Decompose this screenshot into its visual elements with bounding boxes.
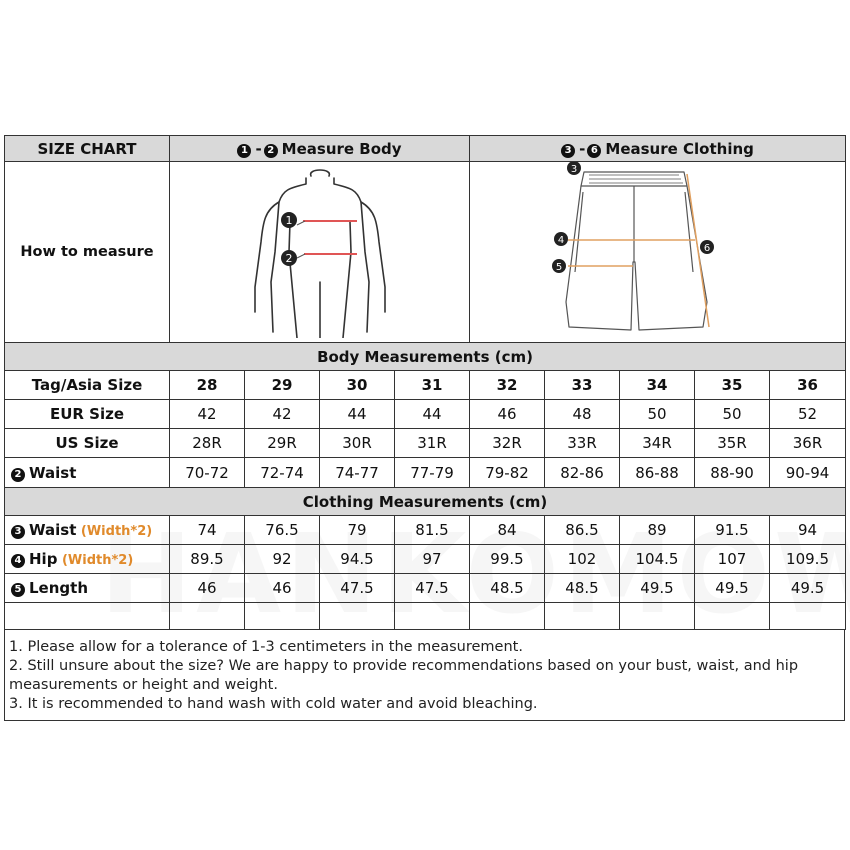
body-mark-1 — [281, 212, 297, 228]
value-cell: 33R — [545, 429, 620, 458]
clothing-row — [5, 574, 846, 603]
value-cell: 76.5 — [245, 516, 320, 545]
value-cell: 92 — [245, 545, 320, 574]
value-cell: 36R — [770, 429, 846, 458]
value-cell: 84 — [470, 516, 545, 545]
value-cell: 44 — [320, 400, 395, 429]
value-cell: 35R — [695, 429, 770, 458]
svg-text:5: 5 — [555, 262, 563, 273]
empty-cell — [395, 603, 470, 630]
empty-cell — [770, 603, 846, 630]
body-row — [5, 400, 846, 429]
value-cell: 52 — [770, 400, 846, 429]
svg-text:2: 2 — [285, 252, 292, 265]
value-cell: 46 — [170, 574, 245, 603]
value-cell: 74-77 — [320, 458, 395, 488]
mark-3-icon: 3 — [11, 525, 25, 539]
body-mark-2 — [281, 250, 297, 266]
row-label — [5, 574, 170, 603]
value-cell: 49.5 — [770, 574, 846, 603]
empty-cell — [170, 603, 245, 630]
value-cell: 49.5 — [695, 574, 770, 603]
shorts-mark-6 — [700, 240, 714, 254]
mark-2-icon: 2 — [11, 468, 25, 482]
value-cell: 46 — [245, 574, 320, 603]
empty-cell — [5, 603, 170, 630]
value-cell: 47.5 — [395, 574, 470, 603]
empty-cell — [245, 603, 320, 630]
note-2: 2. Still unsure about the size? We are happy to provide recommendations based on your bust, waist, and hip measurements or height and weight. — [9, 658, 799, 693]
value-cell: 32 — [470, 371, 545, 400]
mark-3-icon: 3 — [561, 144, 575, 158]
row-label-text: Hip — [29, 550, 58, 568]
shorts-mark-5 — [552, 259, 566, 273]
value-cell: 31R — [395, 429, 470, 458]
clothing-row — [5, 516, 846, 545]
value-cell: 99.5 — [470, 545, 545, 574]
svg-text:4: 4 — [557, 235, 565, 246]
value-cell: 33 — [545, 371, 620, 400]
value-cell: 30 — [320, 371, 395, 400]
value-cell: 44 — [395, 400, 470, 429]
shorts-mark-3 — [567, 162, 581, 175]
measure-body-header — [170, 136, 470, 162]
row-label-text: Length — [29, 579, 88, 597]
value-cell: 79 — [320, 516, 395, 545]
value-cell: 79-82 — [470, 458, 545, 488]
value-cell: 29 — [245, 371, 320, 400]
value-cell: 49.5 — [620, 574, 695, 603]
width-hint: (Width*2) — [76, 524, 153, 539]
row-label: Tag/Asia Size — [5, 371, 170, 400]
value-cell: 77-79 — [395, 458, 470, 488]
mark-5-icon: 5 — [11, 583, 25, 597]
value-cell: 81.5 — [395, 516, 470, 545]
how-to-measure-label: How to measure — [5, 162, 170, 343]
width-hint: (Width*2) — [57, 553, 134, 568]
body-figure — [171, 162, 469, 338]
measure-clothing-header — [470, 136, 846, 162]
value-cell: 94 — [770, 516, 846, 545]
empty-cell — [545, 603, 620, 630]
empty-row — [5, 603, 846, 630]
mark-1-icon: 1 — [237, 144, 251, 158]
value-cell: 50 — [695, 400, 770, 429]
value-cell: 29R — [245, 429, 320, 458]
value-cell: 109.5 — [770, 545, 846, 574]
size-chart-table — [4, 135, 846, 630]
measure-body-label: Measure Body — [281, 139, 402, 158]
value-cell: 91.5 — [695, 516, 770, 545]
svg-text:3: 3 — [570, 164, 578, 175]
value-cell: 30R — [320, 429, 395, 458]
value-cell: 94.5 — [320, 545, 395, 574]
shorts-mark-4 — [554, 232, 568, 246]
row-label-text: Waist — [29, 521, 77, 539]
empty-cell — [620, 603, 695, 630]
dash: - — [579, 139, 586, 158]
value-cell: 86-88 — [620, 458, 695, 488]
body-row — [5, 458, 846, 488]
svg-text:6: 6 — [703, 243, 711, 254]
value-cell: 89 — [620, 516, 695, 545]
value-cell: 48.5 — [545, 574, 620, 603]
size-chart-sheet — [4, 135, 845, 721]
svg-text:1: 1 — [285, 214, 292, 227]
value-cell: 46 — [470, 400, 545, 429]
clothing-row — [5, 545, 846, 574]
value-cell: 34 — [620, 371, 695, 400]
value-cell: 28 — [170, 371, 245, 400]
value-cell: 42 — [170, 400, 245, 429]
body-figure-cell — [170, 162, 470, 343]
empty-cell — [470, 603, 545, 630]
value-cell: 47.5 — [320, 574, 395, 603]
value-cell: 107 — [695, 545, 770, 574]
mark-6-icon: 6 — [587, 144, 601, 158]
row-label-text: Waist — [29, 463, 77, 482]
value-cell: 89.5 — [170, 545, 245, 574]
row-label: EUR Size — [5, 400, 170, 429]
row-label — [5, 516, 170, 545]
row-label — [5, 458, 170, 488]
value-cell: 48.5 — [470, 574, 545, 603]
empty-cell — [695, 603, 770, 630]
notes-box — [4, 630, 845, 721]
value-cell: 72-74 — [245, 458, 320, 488]
value-cell: 82-86 — [545, 458, 620, 488]
size-chart-title: SIZE CHART — [5, 136, 170, 162]
clothing-measurements-header: Clothing Measurements (cm) — [5, 488, 846, 516]
value-cell: 28R — [170, 429, 245, 458]
note-1: 1. Please allow for a tolerance of 1-3 centimeters in the measurement. — [9, 639, 523, 655]
value-cell: 35 — [695, 371, 770, 400]
body-row — [5, 429, 846, 458]
row-label: US Size — [5, 429, 170, 458]
value-cell: 32R — [470, 429, 545, 458]
value-cell: 86.5 — [545, 516, 620, 545]
value-cell: 50 — [620, 400, 695, 429]
value-cell: 88-90 — [695, 458, 770, 488]
value-cell: 31 — [395, 371, 470, 400]
value-cell: 102 — [545, 545, 620, 574]
mark-4-icon: 4 — [11, 554, 25, 568]
value-cell: 104.5 — [620, 545, 695, 574]
value-cell: 48 — [545, 400, 620, 429]
value-cell: 36 — [770, 371, 846, 400]
measure-clothing-label: Measure Clothing — [605, 139, 754, 158]
value-cell: 42 — [245, 400, 320, 429]
shorts-figure — [471, 162, 844, 338]
value-cell: 70-72 — [170, 458, 245, 488]
value-cell: 34R — [620, 429, 695, 458]
body-row — [5, 371, 846, 400]
note-3: 3. It is recommended to hand wash with cold water and avoid bleaching. — [9, 696, 538, 712]
row-label — [5, 545, 170, 574]
value-cell: 90-94 — [770, 458, 846, 488]
dash: - — [255, 139, 262, 158]
value-cell: 74 — [170, 516, 245, 545]
value-cell: 97 — [395, 545, 470, 574]
empty-cell — [320, 603, 395, 630]
mark-2-icon: 2 — [264, 144, 278, 158]
shorts-figure-cell — [470, 162, 846, 343]
body-measurements-header: Body Measurements (cm) — [5, 343, 846, 371]
